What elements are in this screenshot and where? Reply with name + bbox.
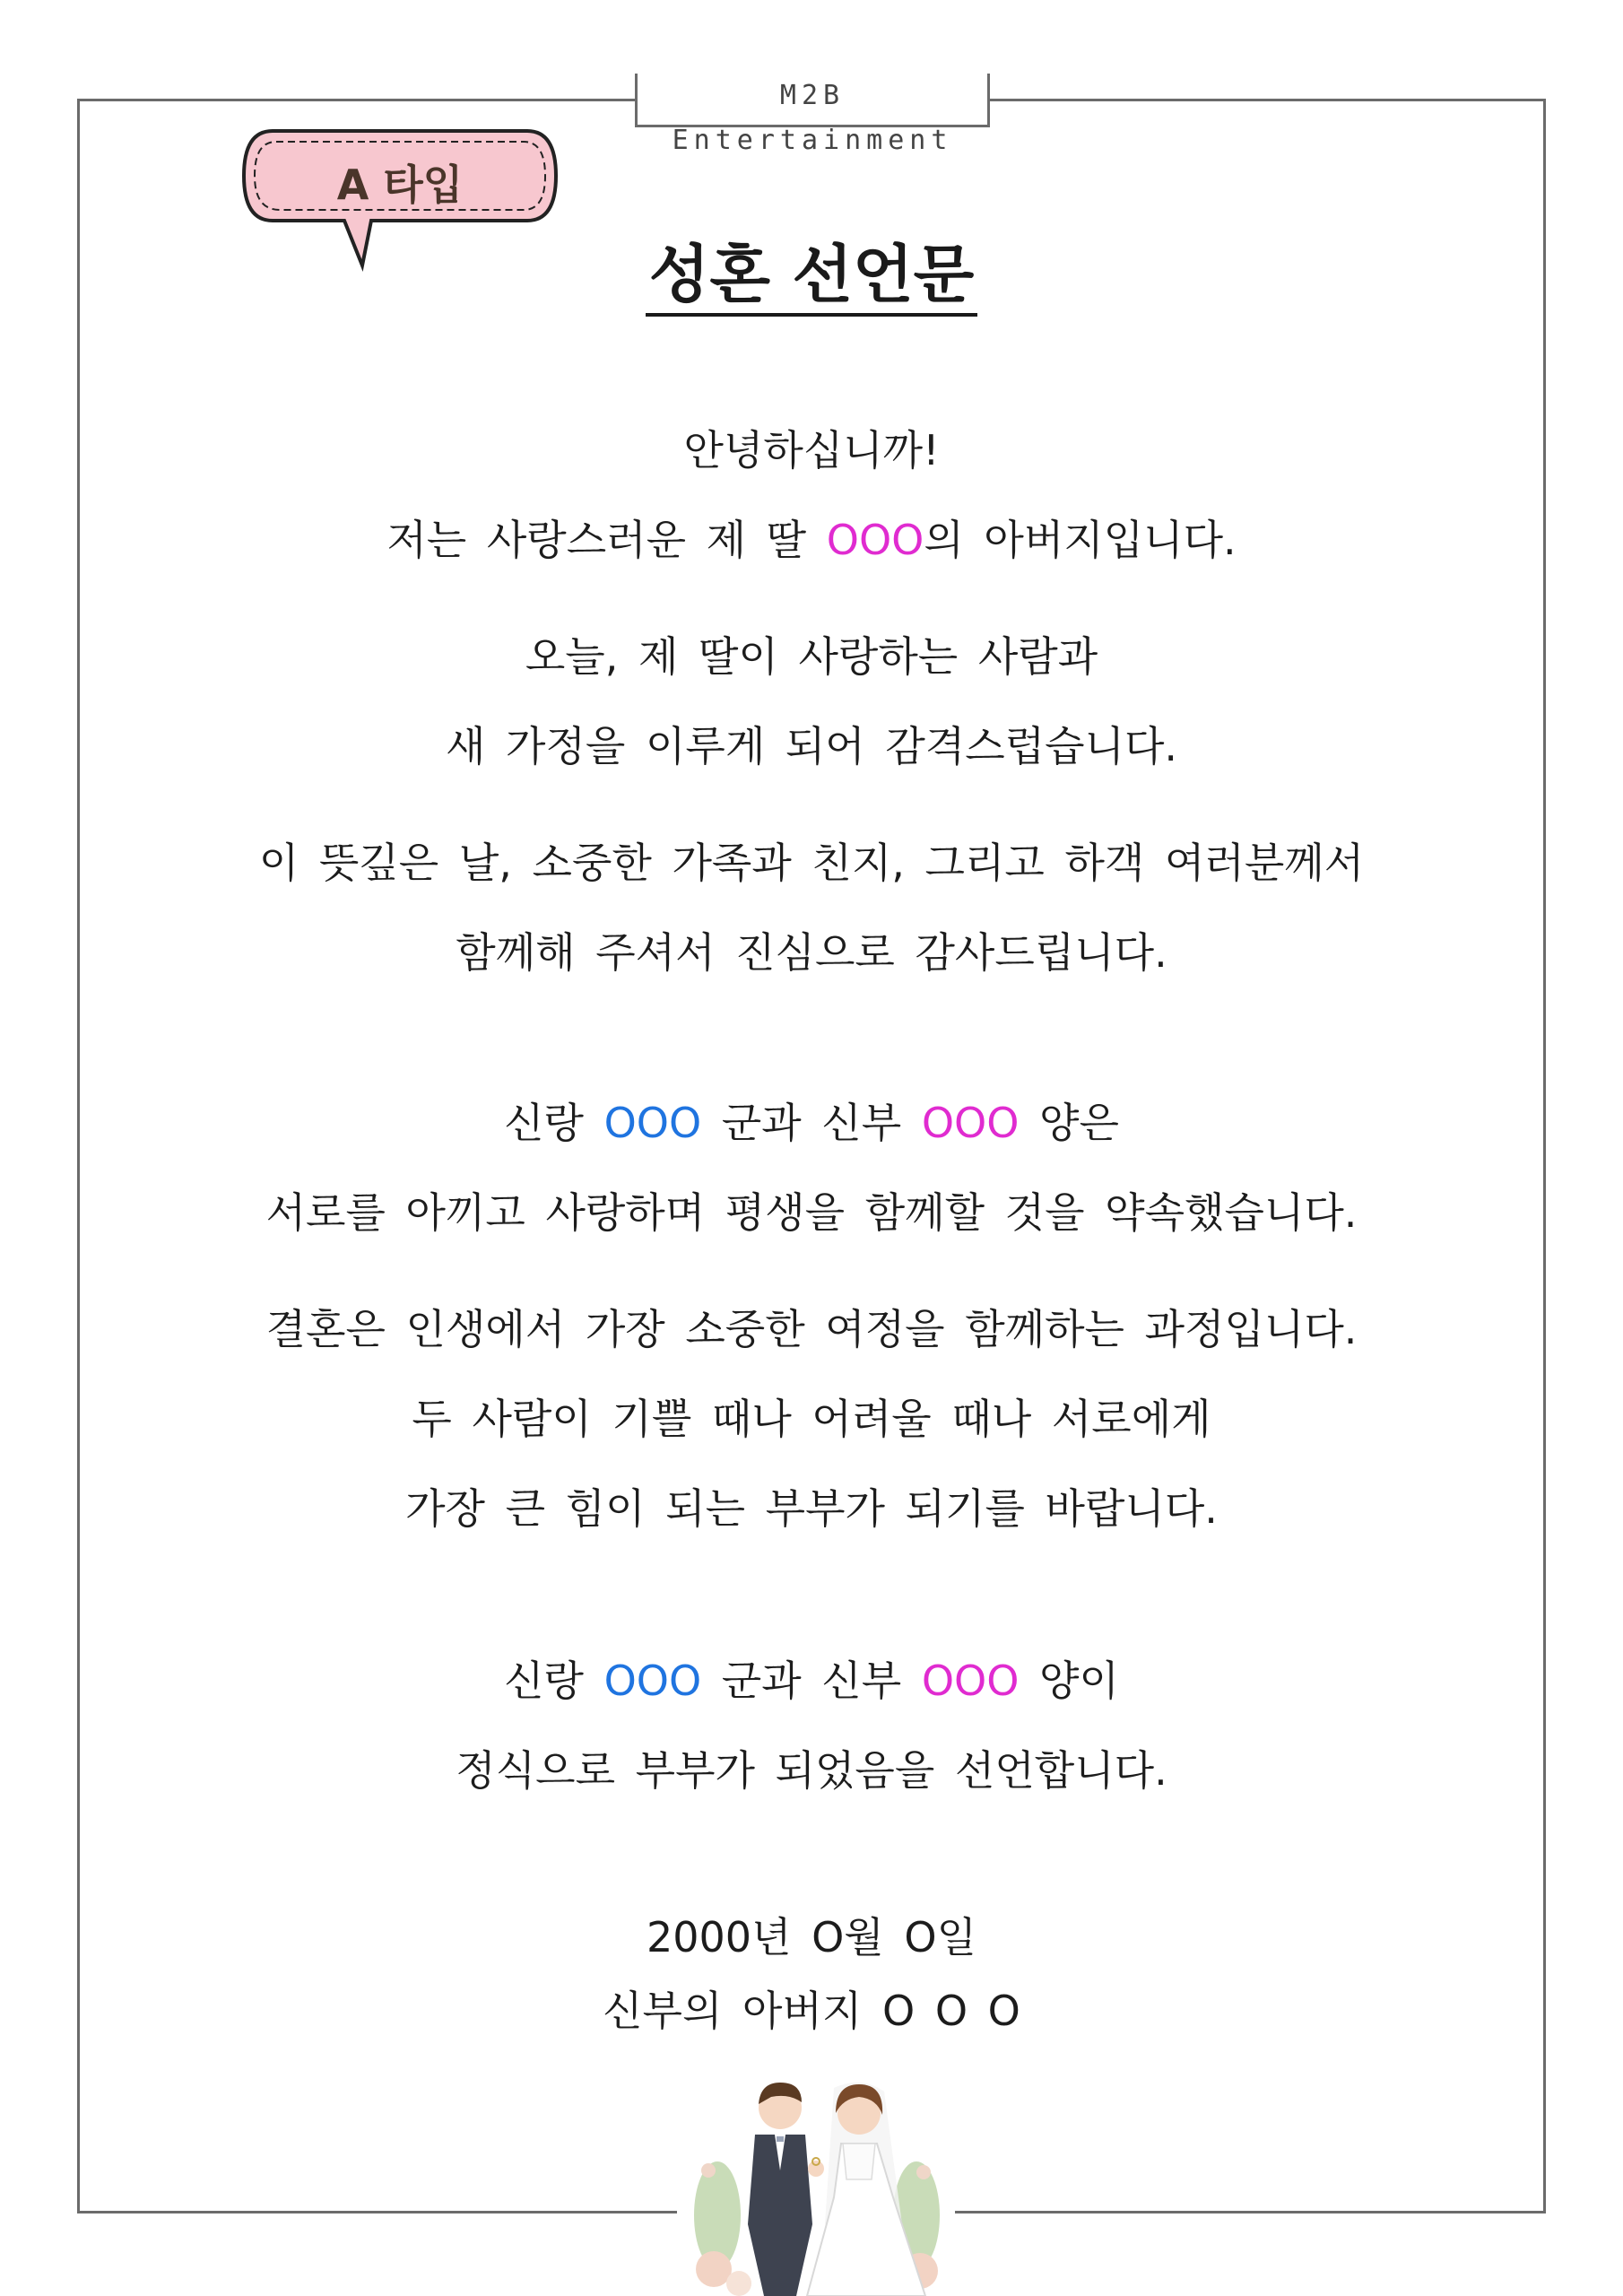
speech-line: 오늘, 제 딸이 사랑하는 사람과 [525,632,1098,681]
bride-name-placeholder: OOO [921,1099,1020,1147]
signature-line: 신부의 아버지 O O O [603,1987,1020,2035]
speech-line: 가장 큰 힘이 되는 부부가 되기를 바랍니다. [405,1484,1218,1533]
greeting-line: 안녕하십니까! [683,426,940,474]
brand-label: M2B Entertainment [635,74,990,127]
page-frame [77,99,1546,2213]
date-line: 2000년 O월 O일 [646,1913,977,1961]
speech-line: 정식으로 부부가 되었음을 선언합니다. [456,1746,1167,1795]
groom-name-placeholder: OOO [603,1099,702,1147]
speech-line: 이 뜻깊은 날, 소중한 가족과 친지, 그리고 하객 여러분께서 [258,839,1365,887]
type-badge: A 타입 [336,161,464,209]
speech-line: 새 가정을 이루게 되어 감격스럽습니다. [445,722,1178,770]
speech-line: 함께해 주셔서 진심으로 감사드립니다. [456,928,1167,977]
page-title: 성혼 선언문 [0,224,1623,315]
speech-line: 결혼은 인생에서 가장 소중한 여정을 함께하는 과정입니다. [265,1305,1358,1353]
speech-line: 저는 사랑스러운 제 딸 OOO의 아버지입니다. [386,516,1237,564]
bride-name-placeholder: OOO [826,516,924,564]
groom-name-placeholder: OOO [603,1657,702,1705]
speech-line: 서로를 아끼고 사랑하며 평생을 함께할 것을 약속했습니다. [265,1188,1358,1237]
bride-name-placeholder: OOO [921,1657,1020,1705]
speech-line: 신랑 OOO 군과 신부 OOO 양이 [504,1657,1119,1705]
speech-line: 신랑 OOO 군과 신부 OOO 양은 [504,1099,1119,1147]
wedding-couple-illustration [681,2072,950,2296]
speech-line: 두 사람이 기쁠 때나 어려울 때나 서로에게 [412,1395,1211,1443]
